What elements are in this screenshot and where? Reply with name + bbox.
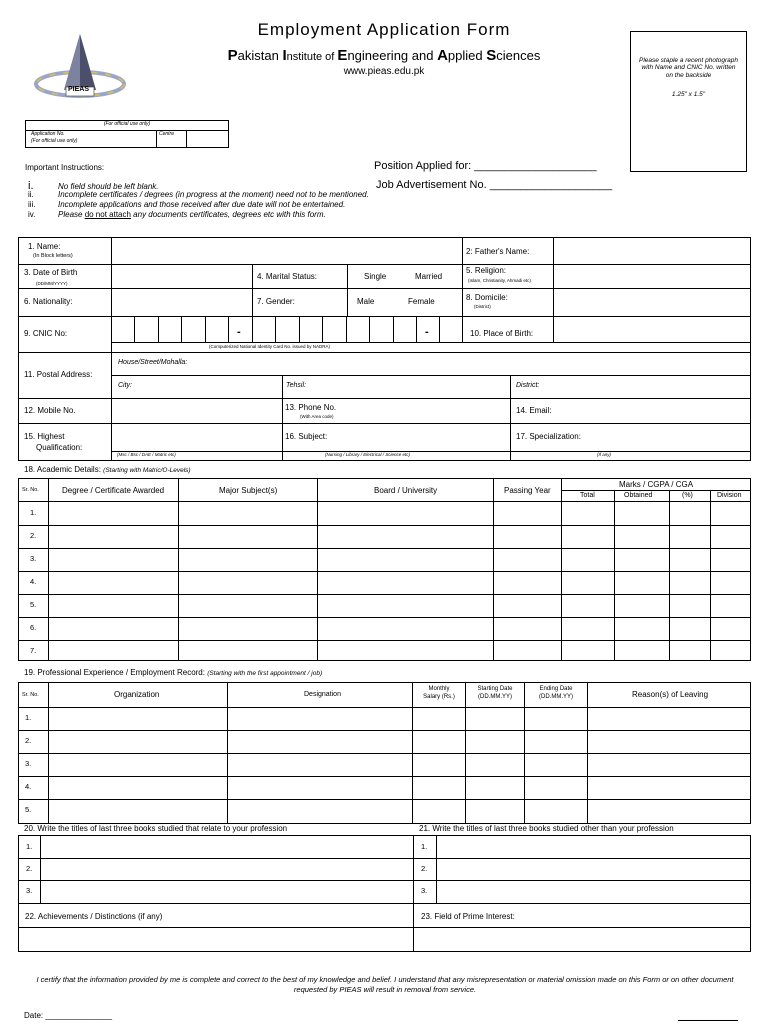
mobile-label: 12. Mobile No. bbox=[24, 406, 76, 415]
specialization-field[interactable] bbox=[594, 424, 749, 450]
official-use-header: (For official use only) bbox=[103, 121, 151, 127]
experience-row-3: 3. bbox=[25, 759, 32, 768]
photo-box bbox=[630, 31, 747, 172]
experience-col-end-date: Ending Date (DD.MM.YY) bbox=[539, 686, 573, 700]
books-other-heading: 21. Write the titles of last three books studied other than your profession bbox=[419, 824, 674, 833]
prime-interest-label: 23. Field of Prime Interest: bbox=[421, 912, 515, 921]
city-field[interactable] bbox=[113, 376, 281, 397]
city-label: City: bbox=[118, 382, 132, 389]
books-prof-field-1[interactable] bbox=[42, 837, 412, 857]
marital-single-option[interactable]: Single bbox=[364, 272, 387, 281]
gender-label: 7. Gender: bbox=[257, 297, 295, 306]
photo-instructions: Please staple a recent photograph with Name and CNIC No. written on the backside bbox=[639, 57, 739, 79]
cnic-dash-2: - bbox=[425, 326, 429, 338]
subject-sub: (Nursing / Library / Electrical / Science etc) bbox=[325, 452, 411, 457]
academic-row-2: 2. bbox=[30, 531, 37, 540]
qualification-label: 15. Highest bbox=[24, 432, 65, 441]
academic-row-7: 7. bbox=[30, 646, 37, 655]
specialization-sub: (If any) bbox=[597, 452, 612, 457]
experience-row-1: 1. bbox=[25, 713, 32, 722]
religion-sub: (Islam, Christianity, Ahmadi etc) bbox=[468, 278, 531, 283]
achievements-label: 22. Achievements / Distinctions (if any) bbox=[25, 912, 163, 921]
dob-field[interactable] bbox=[113, 265, 251, 287]
district-field[interactable] bbox=[512, 376, 749, 397]
experience-col-reasons: Reason(s) of Leaving bbox=[632, 690, 709, 699]
experience-col-organization: Organization bbox=[114, 690, 160, 699]
academic-heading: 18. Academic Details: (Starting with Matric/O-Levels) bbox=[24, 465, 191, 474]
instruction-2: ii. Incomplete certificates / degrees (in progress at the moment) need not to be mentioned. bbox=[28, 190, 369, 199]
instruction-4: iv. Please do not attach any documents certificates, degrees etc with this form. bbox=[28, 210, 326, 219]
books-other-field-1[interactable] bbox=[438, 837, 749, 857]
prime-interest-field[interactable] bbox=[415, 928, 749, 950]
domicile-sub: (District) bbox=[474, 304, 491, 309]
academic-marks-head: Marks / CGPA / CGA bbox=[619, 480, 694, 489]
district-label: District: bbox=[516, 382, 540, 389]
logo-text: PIEAS bbox=[68, 86, 90, 93]
domicile-field[interactable] bbox=[555, 289, 749, 315]
subject-field[interactable] bbox=[339, 424, 509, 450]
experience-row-4: 4. bbox=[25, 782, 32, 791]
books-other-row-2: 2. bbox=[421, 864, 428, 873]
books-prof-row-2: 2. bbox=[26, 864, 33, 873]
academic-col-year: Passing Year bbox=[504, 486, 551, 495]
academic-col-total: Total bbox=[580, 492, 595, 499]
tehsil-field[interactable] bbox=[284, 376, 509, 397]
signature-line bbox=[678, 1020, 738, 1021]
books-prof-row-3: 3. bbox=[26, 886, 33, 895]
email-field[interactable] bbox=[559, 399, 749, 422]
position-applied-field[interactable]: Position Applied for: ____________________ bbox=[374, 160, 597, 172]
personal-info-table bbox=[18, 237, 751, 461]
house-street-label: House/Street/Mohalla: bbox=[118, 359, 188, 366]
application-no-sub: (For official use only) bbox=[31, 138, 78, 144]
academic-row-3: 3. bbox=[30, 554, 37, 563]
qualification-sub: (Msc / Bsc / DAE / Matric etc) bbox=[117, 452, 176, 457]
gender-male-option[interactable]: Male bbox=[357, 297, 375, 306]
father-name-label: 2: Father's Name: bbox=[466, 247, 530, 256]
books-table bbox=[18, 835, 751, 904]
religion-label: 5. Religion: bbox=[466, 266, 507, 275]
subject-label: 16. Subject: bbox=[285, 432, 328, 441]
experience-col-sr: Sr. No. bbox=[22, 692, 39, 698]
books-other-row-1: 1. bbox=[421, 842, 428, 851]
phone-label: 13. Phone No. bbox=[285, 403, 337, 412]
experience-col-designation: Designation bbox=[304, 691, 341, 698]
certification-text: I certify that the information provided by me is complete and correct to the best of my knowledge and belief. I understand that any misrepresentation or material omission made on this Form or on other document requested by PIEAS will result in removal from service. bbox=[36, 975, 734, 995]
mobile-field[interactable] bbox=[113, 399, 281, 422]
name-field[interactable] bbox=[113, 239, 460, 263]
academic-row-5: 5. bbox=[30, 600, 37, 609]
tehsil-label: Tehsil: bbox=[286, 382, 306, 389]
name-label: 1. Name: bbox=[28, 242, 61, 251]
phone-field[interactable] bbox=[364, 399, 509, 422]
marital-married-option[interactable]: Married bbox=[415, 272, 443, 281]
instruction-1: i. No field should be left blank. bbox=[28, 180, 159, 192]
experience-row-5: 5. bbox=[25, 805, 32, 814]
dob-sub: (DD/MM/YYYY) bbox=[36, 281, 68, 286]
postal-address-label: 11. Postal Address: bbox=[24, 370, 93, 379]
email-label: 14. Email: bbox=[516, 406, 552, 415]
photo-size: 1.25" x 1.5" bbox=[671, 91, 706, 99]
academic-row-1: 1. bbox=[30, 508, 37, 517]
nationality-field[interactable] bbox=[113, 289, 251, 315]
academic-col-division: Division bbox=[717, 492, 742, 499]
name-sub: (In Block letters) bbox=[33, 253, 73, 259]
specialization-label: 17. Specialization: bbox=[516, 432, 581, 441]
achievements-field[interactable] bbox=[20, 928, 412, 950]
website-link[interactable]: www.pieas.edu.pk bbox=[343, 66, 425, 77]
application-no-label: Application No. bbox=[31, 131, 65, 137]
academic-col-major: Major Subject(s) bbox=[219, 486, 278, 495]
job-advertisement-field[interactable]: Job Advertisement No. ____________________ bbox=[376, 179, 613, 191]
achievements-table bbox=[18, 903, 751, 952]
cnic-field[interactable] bbox=[113, 317, 440, 341]
experience-table bbox=[18, 682, 751, 824]
domicile-label: 8. Domicile: bbox=[466, 293, 508, 302]
religion-field[interactable] bbox=[555, 265, 749, 287]
gender-female-option[interactable]: Female bbox=[408, 297, 435, 306]
centre-label: Centre bbox=[159, 131, 175, 137]
experience-row-2: 2. bbox=[25, 736, 32, 745]
books-prof-row-1: 1. bbox=[26, 842, 33, 851]
experience-heading: 19. Professional Experience / Employment Record: (Starting with the first appointment / job) bbox=[24, 668, 323, 677]
academic-col-board: Board / University bbox=[374, 486, 438, 495]
academic-row-4: 4. bbox=[30, 577, 37, 586]
academic-row-6: 6. bbox=[30, 623, 37, 632]
phone-sub: (With Area code) bbox=[300, 414, 334, 419]
qualification-field[interactable] bbox=[113, 424, 281, 450]
qualification-label-2: Qualification: bbox=[36, 443, 83, 452]
form-title: Employment Application Form bbox=[257, 20, 511, 39]
institute-name: Pakistan Institute of Engineering and Applied Sciences bbox=[227, 47, 541, 64]
academic-col-obtained: Obtained bbox=[624, 492, 653, 499]
instructions-list bbox=[28, 180, 369, 220]
house-street-field[interactable] bbox=[113, 353, 750, 374]
official-use-table bbox=[25, 120, 229, 148]
instruction-3: iii. Incomplete applications and those received after due date will not be entertained. bbox=[28, 200, 346, 209]
place-of-birth-label: 10. Place of Birth: bbox=[470, 329, 534, 338]
marital-status-label: 4. Marital Status: bbox=[257, 272, 318, 281]
experience-col-salary: Monthly Salary (Rs.) bbox=[423, 686, 455, 700]
place-of-birth-field[interactable] bbox=[555, 317, 749, 341]
books-profession-heading: 20. Write the titles of last three books studied that relate to your profession bbox=[24, 824, 288, 833]
cnic-dash-1: - bbox=[237, 326, 241, 338]
academic-col-sr: Sr. No. bbox=[22, 487, 39, 493]
cnic-label: 9. CNIC No: bbox=[24, 329, 68, 338]
academic-table bbox=[18, 478, 751, 661]
dob-label: 3. Date of Birth bbox=[24, 268, 78, 277]
academic-col-percent: (%) bbox=[682, 492, 693, 499]
instructions-heading: Important Instructions: bbox=[25, 163, 105, 172]
date-field[interactable]: Date: _______________ bbox=[24, 1011, 113, 1020]
experience-col-start-date: Starting Date (DD.MM.YY) bbox=[477, 686, 513, 700]
cnic-sub: (Computerized National Identity Card No. issued by NADRA) bbox=[209, 344, 331, 349]
books-other-row-3: 3. bbox=[421, 886, 428, 895]
nationality-label: 6. Nationality: bbox=[24, 297, 73, 306]
academic-col-degree: Degree / Certificate Awarded bbox=[62, 486, 165, 495]
father-name-field[interactable] bbox=[555, 239, 749, 263]
